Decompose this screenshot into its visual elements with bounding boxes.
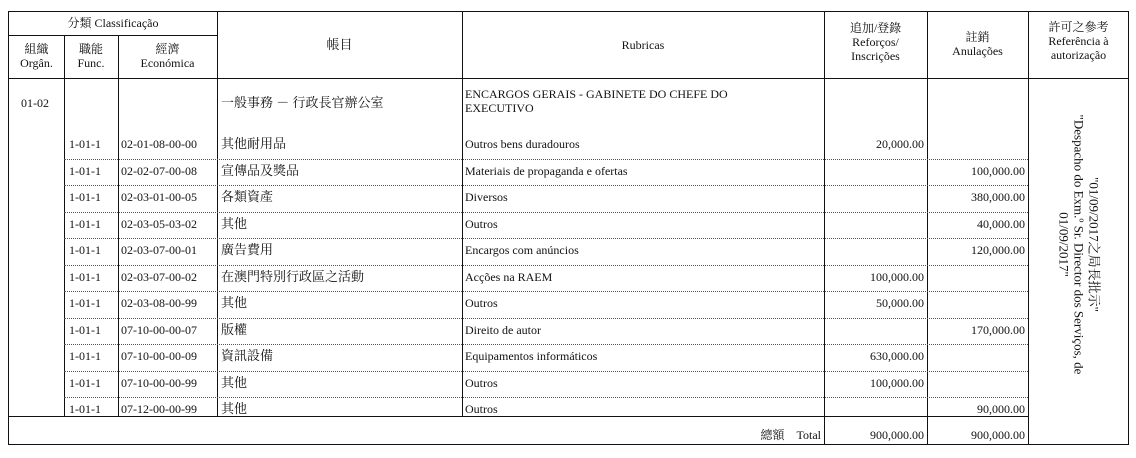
- col-divider: [118, 35, 119, 416]
- func-code: 1-01-1: [69, 216, 101, 231]
- func-code: 1-01-1: [69, 322, 101, 337]
- economic-code: 07-10-00-00-09: [121, 349, 197, 363]
- account-name-cn: 版權: [221, 321, 248, 337]
- rubrica-pt: Acções na RAEM: [465, 269, 553, 284]
- authorization-reference: "01/09/2017之局長批示" "Despacho do Exm.º Sr. Director dos Serviços, de 01/09/2017": [1056, 114, 1102, 375]
- func-code: 1-01-1: [69, 137, 101, 151]
- row-separator: [64, 344, 1028, 345]
- col-divider: [462, 12, 463, 417]
- economic-code: 02-03-08-00-99: [121, 296, 197, 310]
- row-separator: [64, 238, 1028, 239]
- economic-code: 02-03-07-00-01: [121, 243, 197, 257]
- account-name-cn: 其他: [221, 374, 248, 390]
- economic-code: 02-02-07-00-08: [121, 163, 197, 178]
- economic-code: 07-10-00-00-07: [121, 322, 197, 337]
- reforco-amount: 100,000.00: [870, 269, 924, 284]
- func-code: 1-01-1: [69, 402, 101, 416]
- total-divider: [9, 416, 1028, 417]
- account-name-cn: 其他耐用品: [221, 136, 287, 151]
- organ-header: 組織 Orgân.: [20, 42, 53, 70]
- func-code: 1-01-1: [69, 243, 101, 257]
- row-separator: [64, 318, 1028, 319]
- func-code: 1-01-1: [69, 349, 101, 363]
- func-header: 職能 Func.: [77, 42, 105, 70]
- row-separator: [64, 265, 1028, 266]
- reforco-amount: 630,000.00: [870, 349, 924, 363]
- rubrica-pt: Outros: [465, 216, 498, 231]
- rubrica-pt: Diversos: [465, 190, 508, 204]
- total-anulacao: 900,000.00: [971, 428, 1025, 442]
- row-separator: [64, 397, 1028, 398]
- economica-header: 經濟 Económica: [140, 42, 195, 70]
- col-divider: [1028, 12, 1029, 444]
- account-name-cn: 在澳門特別行政區之活動: [221, 268, 365, 284]
- col-divider: [217, 12, 218, 417]
- account-name-cn: 各類資產: [221, 189, 274, 204]
- func-code: 1-01-1: [69, 375, 101, 390]
- row-separator: [64, 212, 1028, 213]
- economic-code: 02-03-05-03-02: [121, 216, 197, 231]
- account-name-cn: 其他: [221, 215, 248, 231]
- reforcos-header: 追加/登錄 Reforços/ Inscrições: [849, 21, 902, 63]
- economic-code: 07-10-00-00-99: [121, 375, 197, 390]
- func-code: 1-01-1: [69, 296, 101, 310]
- account-name-cn: 資訊設備: [221, 348, 274, 363]
- rubrica-pt: Direito de autor: [465, 322, 541, 337]
- row-separator: [64, 371, 1028, 372]
- anulacoes-header: 註銷 Anulações: [952, 30, 1003, 58]
- rubrica-pt: Materiais de propaganda e ofertas: [465, 163, 628, 178]
- group-title-pt: ENCARGOS GERAIS - GABINETE DO CHEFE DO EXECUTIVO: [465, 87, 728, 115]
- rubrica-pt: Encargos com anúncios: [465, 243, 579, 257]
- anulacao-amount: 170,000.00: [971, 322, 1025, 337]
- anulacao-amount: 90,000.00: [977, 402, 1025, 416]
- func-code: 1-01-1: [69, 190, 101, 204]
- reforco-amount: 100,000.00: [870, 375, 924, 390]
- rubrica-pt: Equipamentos informáticos: [465, 349, 598, 363]
- economic-code: 02-03-07-00-02: [121, 269, 197, 284]
- row-separator: [64, 159, 1028, 160]
- func-code: 1-01-1: [69, 269, 101, 284]
- budget-table: [8, 11, 1129, 445]
- classification-header: 分類 Classificação: [67, 16, 159, 30]
- account-name-cn: 其他: [221, 295, 248, 310]
- rubrica-pt: Outros: [465, 375, 498, 390]
- total-label: 總額 Total: [760, 428, 821, 442]
- classification-divider: [9, 35, 217, 36]
- economic-code: 07-12-00-00-99: [121, 402, 197, 416]
- referencia-header: 許可之參考 Referência à autorização: [1048, 20, 1109, 62]
- rubrica-pt: Outros bens duradouros: [465, 137, 580, 151]
- group-title-cn: 一般事務 － 行政長官辦公室: [221, 95, 384, 110]
- func-code: 1-01-1: [69, 163, 101, 178]
- account-name-cn: 廣告費用: [221, 242, 274, 257]
- rubrica-pt: Outros: [465, 402, 498, 416]
- header-divider: [9, 78, 1129, 79]
- economic-code: 02-01-08-00-00: [121, 137, 197, 151]
- economic-code: 02-03-01-00-05: [121, 190, 197, 204]
- row-separator: [64, 185, 1028, 186]
- total-reforco: 900,000.00: [870, 428, 924, 442]
- account-header-cn: 帳目: [326, 37, 353, 52]
- rubrica-pt: Outros: [465, 296, 498, 310]
- anulacao-amount: 100,000.00: [971, 163, 1025, 178]
- account-name-cn: 其他: [221, 401, 248, 416]
- row-separator: [64, 291, 1028, 292]
- anulacao-amount: 40,000.00: [977, 216, 1025, 231]
- col-divider: [64, 35, 65, 416]
- account-name-cn: 宣傳品及獎品: [221, 162, 300, 178]
- rubricas-header: Rubricas: [621, 38, 665, 52]
- anulacao-amount: 120,000.00: [971, 243, 1025, 257]
- organ-code: 01-02: [21, 96, 49, 110]
- reforco-amount: 20,000.00: [876, 137, 924, 151]
- anulacao-amount: 380,000.00: [971, 190, 1025, 204]
- reforco-amount: 50,000.00: [876, 296, 924, 310]
